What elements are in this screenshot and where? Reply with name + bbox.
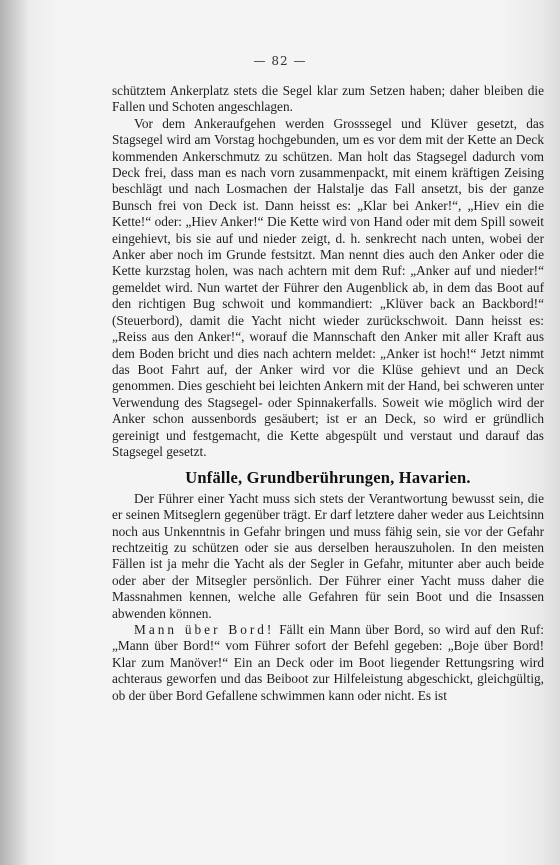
section-heading: Unfälle, Grundberührungen, Havarien.	[185, 468, 471, 488]
paragraph-man-overboard	[112, 622, 544, 704]
page-number: — 82 —	[253, 54, 307, 68]
paragraph-man-overboard-text: Fällt ein Mann über Bord, so wird auf den Ruf: „Mann über Bord!“ vom Führer sofort der Befehl gegeben: „Boje über Bord! Klar zum Manöver!“ Ein an Deck oder im Boot liegender Rettungsring wird achteraus geworfen und das Beiboot zur Hilfeleistung abgeschickt, gleichgültig, ob der über Bord Gefallene schwimmen kann oder nicht. Es ist	[112, 622, 544, 703]
paragraph-responsibility: Der Führer einer Yacht muss sich stets der Verantwortung bewusst sein, die er seinen Mitseglern gegenüber trägt. Er darf letztere daher weder aus Leichtsinn noch aus Unkenntnis in Gefahr bringen und muss fähig sein, sie vor der Gefahr rechtzeitig zu schützen oder sie aus derselben herauszuholen. In den meisten Fällen ist ja mehr die Yacht als der Segler in Gefahr, mitunter aber auch beide oder aber der Mitsegler persönlich. Der Führer einer Yacht muss daher die Massnahmen kennen, welche alle Gefahren für sein Boot und die Insassen abwenden können.	[112, 490, 544, 621]
paragraph-continuation: schütztem Ankerplatz stets die Segel klar zum Setzen haben; daher bleiben die Fallen und Schoten angeschlagen.	[112, 83, 544, 115]
body-text	[112, 83, 544, 704]
paragraph-anchor-procedure: Vor dem Ankeraufgehen werden Grosssegel und Klüver gesetzt, das Stagsegel wird am Vorstag hochgebunden, um es vor dem mit der Kette an Deck kommenden Ankerschmutz zu schützen. Man holt das Stagsegel dadurch vom Deck frei, dass man es nach vorn zusammenpackt, mit einem kräftigen Zeising beschlägt und nach Losmachen der Halstalje das Fall ansetzt, bis der ganze Bunsch frei von Deck ist. Dann heisst es: „Klar bei Anker!“, „Hiev ein die Kette!“ oder: „Hiev Anker!“ Die Kette wird von Hand oder mit dem Spill soweit eingehievt, bis sie auf und nieder zeigt, d. h. senkrecht nach unten, wobei der Anker aber noch im Grunde festsitzt. Man nennt dies auch den Anker oder die Kette kurzstag holen, was nach achtern mit dem Ruf: „Anker auf und nieder!“ gemeldet wird. Nun wartet der Führer den Augenblick ab, in dem das Boot auf den richtigen Bug schwoit und kommandiert: „Klüver back an Backbord!“ (Steuerbord), damit die Yacht nicht wieder zurückschwoit. Dann heisst es: „Reiss aus den Anker!“, worauf die Mannschaft den Anker mit aller Kraft aus dem Boden bricht und dies nach achtern meldet: „Anker ist hoch!“ Jetzt nimmt das Boot Fahrt auf, der Anker wird vor die Klüse gehievt und an Deck genommen. Dies geschieht bei leichten Ankern mit der Hand, bei schweren unter Verwendung des Stagsegel- oder Spinnakerfalls. Soweit wie möglich wird der Anker schon aussenbords gesäubert; ist er an Deck, so wird er gründlich gereinigt und festgemacht, die Kette abgespült und verstaut und darauf das Stagsegel gesetzt.	[112, 115, 544, 459]
spaced-lead-text: Mann über Bord!	[134, 622, 275, 637]
binding-shadow	[0, 0, 30, 865]
